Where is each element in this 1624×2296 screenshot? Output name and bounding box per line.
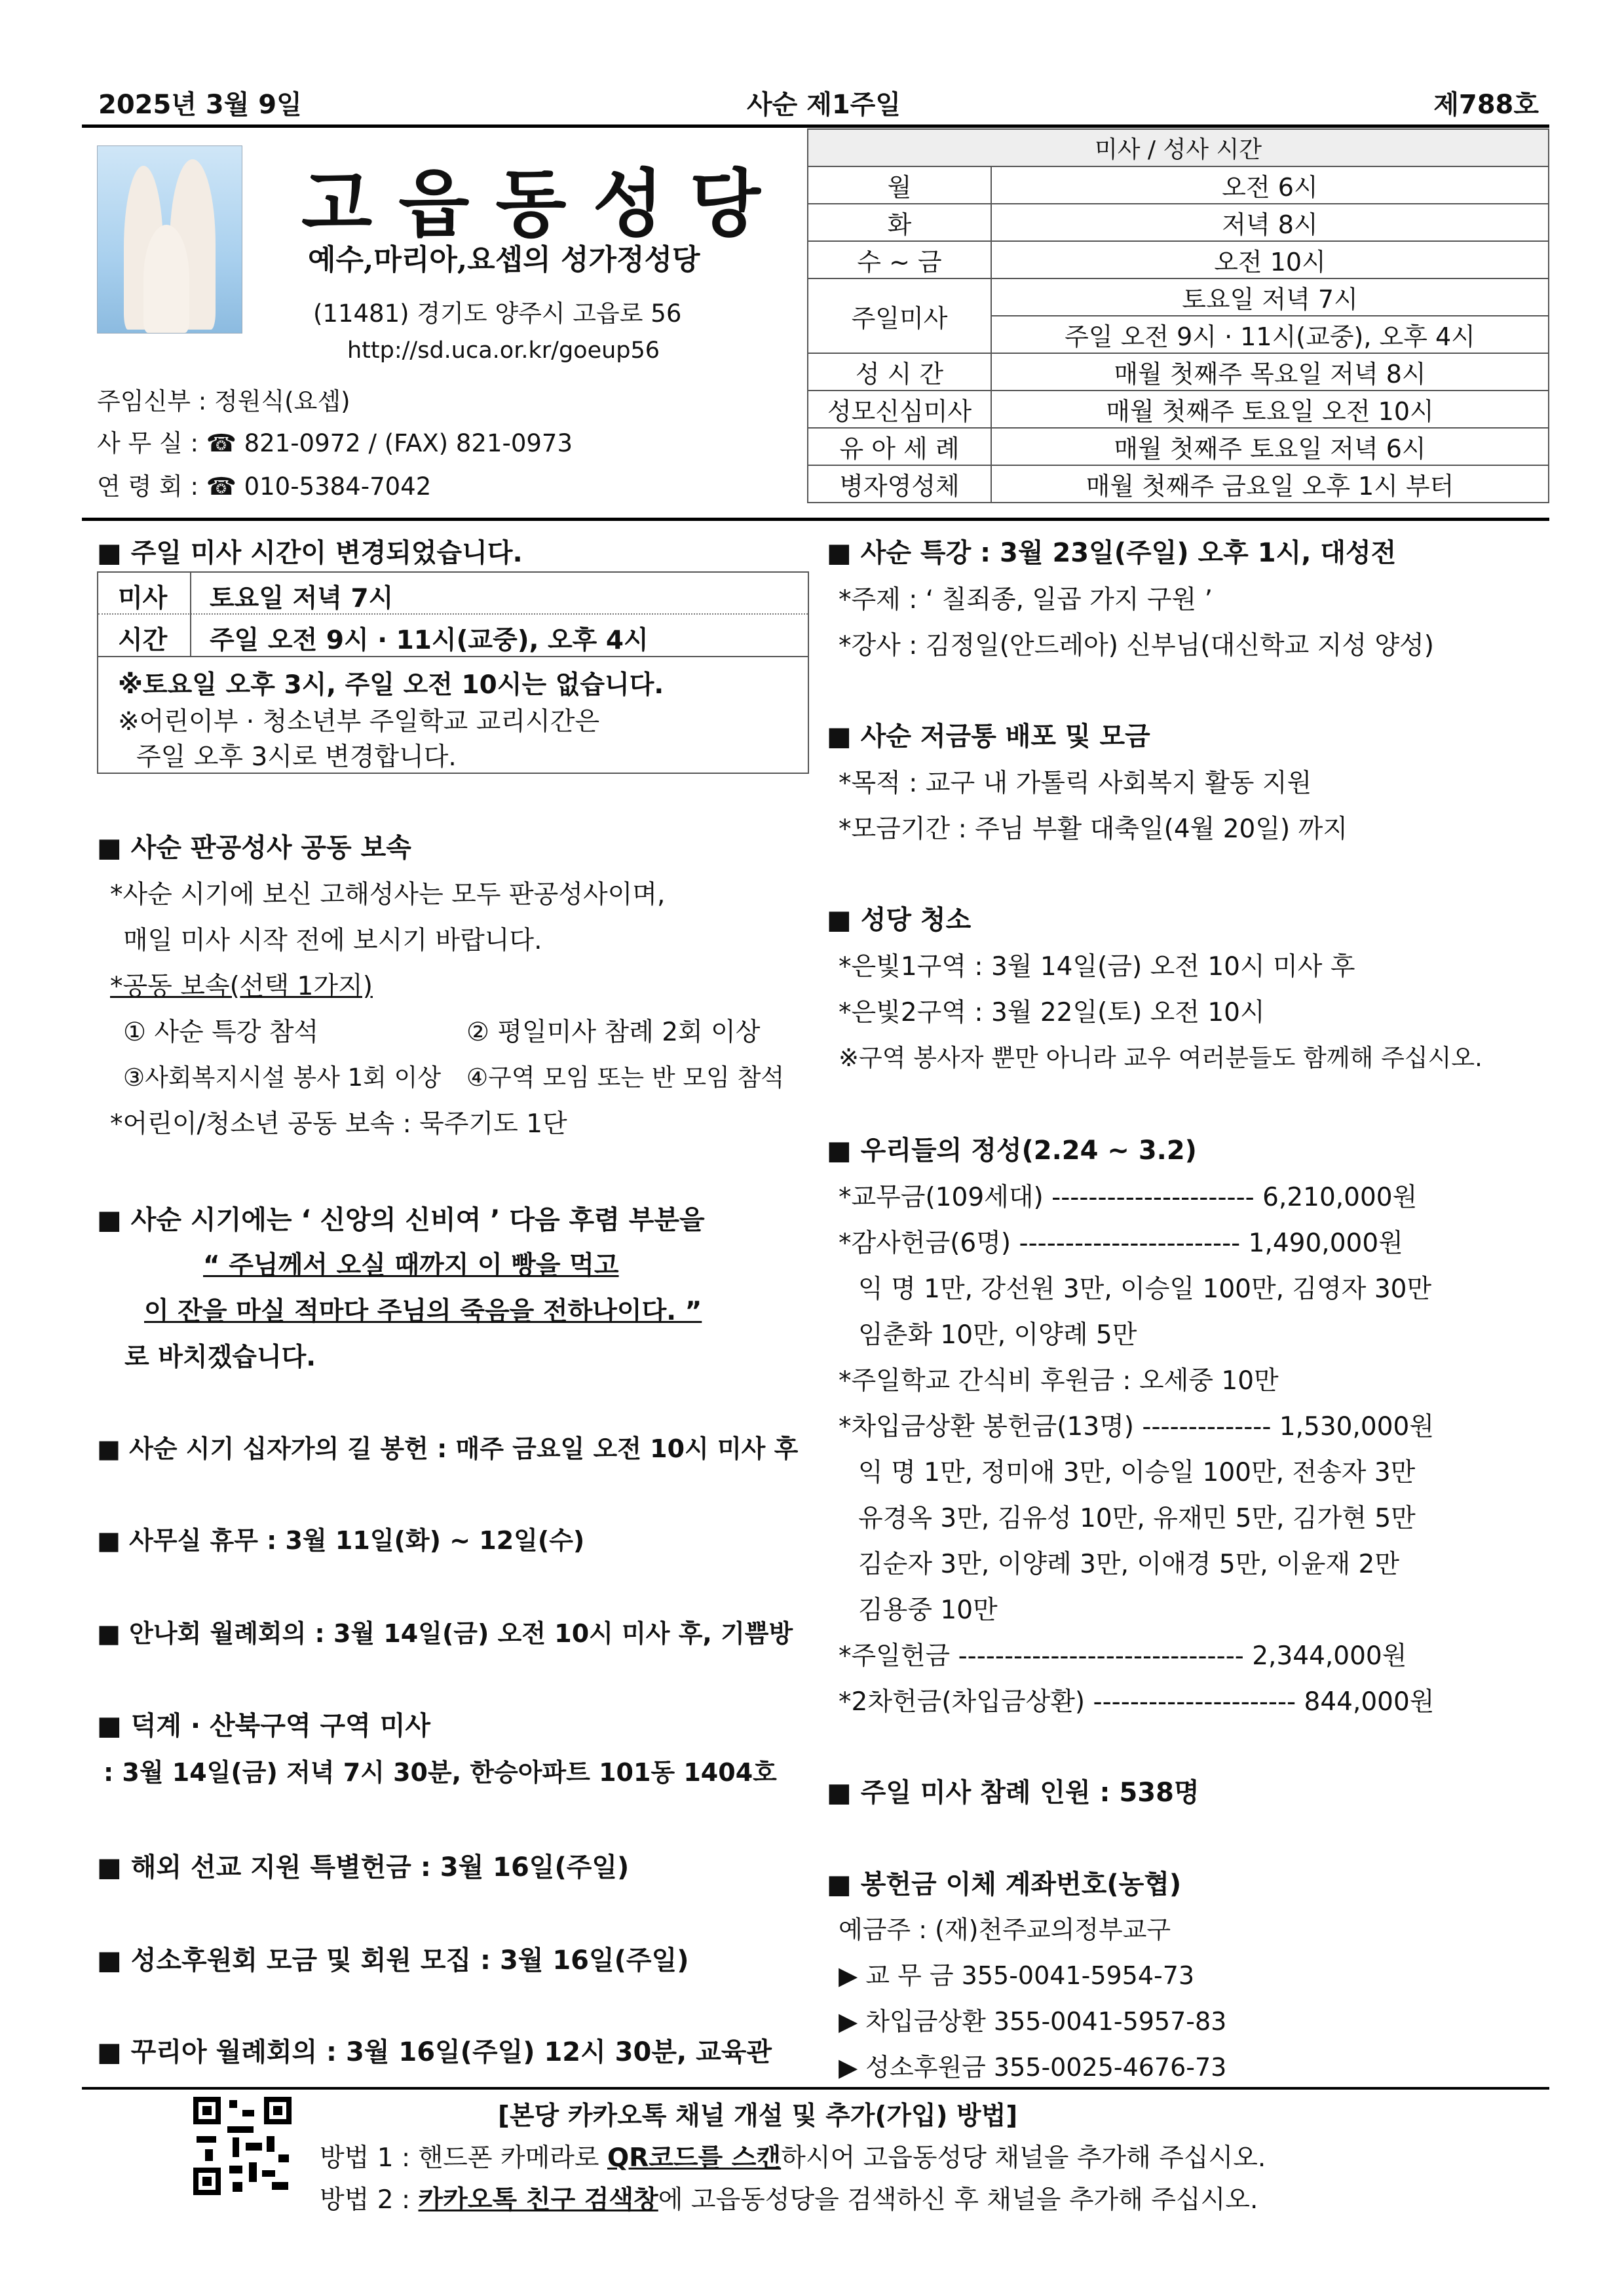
penance-option-1: ① 사순 특강 참석 <box>123 1018 319 1047</box>
row-label: 수 ~ 금 <box>808 241 991 278</box>
row-label: 화 <box>808 204 991 241</box>
penance-option-2: ② 평일미사 참례 2회 이상 <box>466 1018 761 1047</box>
box-note-1: ※토요일 오후 3시, 주일 오전 10시는 없습니다. <box>118 670 664 700</box>
church-cleaning-title: ■ 성당 청소 <box>827 905 972 935</box>
penance-line-4: *어린이/청소년 공동 보속 : 묵주기도 1단 <box>110 1109 567 1139</box>
offering-line: 김용중 10만 <box>858 1596 998 1625</box>
funeral-council-phone: 연 령 회 : ☎ 010-5384-7042 <box>97 472 432 501</box>
notice-penance-title: ■ 사순 판공성사 공동 보속 <box>97 833 411 863</box>
lenten-lecture-speaker: *강사 : 김정일(안드레아) 신부님(대신학교 지성 양성) <box>839 631 1434 660</box>
penance-option-4: ④구역 모임 또는 반 모임 참석 <box>466 1063 785 1092</box>
offering-line: 유경옥 3만, 김유성 10만, 유재민 5만, 김가현 5만 <box>858 1504 1416 1533</box>
row-value: 매월 첫째주 토요일 저녁 6시 <box>991 428 1549 465</box>
parish-url[interactable]: http://sd.uca.or.kr/goeup56 <box>347 337 660 364</box>
box-note-2: ※어린이부 · 청소년부 주일학교 교리시간은 <box>118 707 600 737</box>
notice-mission-offering: ■ 해외 선교 지원 특별헌금 : 3월 16일(주일) <box>97 1852 630 1883</box>
notice-office-closed: ■ 사무실 휴무 : 3월 11일(화) ~ 12일(수) <box>97 1526 585 1555</box>
table-row <box>808 166 1549 204</box>
notice-stations-of-cross: ■ 사순 시기 십자가의 길 봉헌 : 매주 금요일 오전 10시 미사 후 <box>97 1434 799 1463</box>
table-row <box>808 241 1549 278</box>
box-value-1: 토요일 저녁 7시 <box>210 584 394 613</box>
kakao-method-1 <box>320 2137 1266 2174</box>
offering-line: 임춘화 10만, 이양례 5만 <box>858 1320 1137 1350</box>
lenten-lecture-topic: *주제 : ‘ 칠죄종, 일곱 가지 구원 ’ <box>839 585 1213 615</box>
parish-address: (11481) 경기도 양주시 고읍로 56 <box>313 299 682 328</box>
cleaning-line-1: *은빛1구역 : 3월 14일(금) 오전 10시 미사 후 <box>839 952 1355 982</box>
offering-line: *주일헌금 ------------------------------- 2,344,000원 <box>839 1641 1407 1671</box>
account-holder: 예금주 : (재)천주교의정부교구 <box>839 1915 1171 1944</box>
row-value: 매월 첫째주 금요일 오후 1시 부터 <box>991 465 1549 503</box>
cleaning-line-3: ※구역 봉사자 뿐만 아니라 교우 여러분들도 함께해 주십시오. <box>839 1044 1482 1072</box>
piggybank-purpose: *목적 : 교구 내 가톨릭 사회복지 활동 지원 <box>839 769 1312 798</box>
box-label-2: 시간 <box>118 626 168 655</box>
penance-option-3: ③사회복지시설 봉사 1회 이상 <box>123 1063 442 1092</box>
acclamation-line-2: 이 잔을 마실 적마다 주님의 죽음을 전하나이다. ” <box>144 1297 702 1326</box>
row-value: 매월 첫째주 목요일 저녁 8시 <box>991 353 1549 391</box>
method-1-suffix: 하시어 고읍동성당 채널을 추가해 주십시오. <box>781 2143 1266 2173</box>
lenten-piggybank-title: ■ 사순 저금통 배포 및 모금 <box>827 721 1150 752</box>
acclamation-line-3: 로 바치겠습니다. <box>124 1343 316 1372</box>
table-row <box>808 278 1549 316</box>
penance-line-3: *공동 보속(선택 1가지) <box>110 972 373 1001</box>
row-value: 오전 10시 <box>991 241 1549 278</box>
offering-line: 익 명 1만, 강선원 3만, 이승일 100만, 김영자 30만 <box>858 1274 1432 1304</box>
table-row <box>808 353 1549 391</box>
notice-anna-meeting: ■ 안나회 월례회의 : 3월 14일(금) 오전 10시 미사 후, 기쁨방 <box>97 1619 793 1648</box>
mass-schedule-table <box>807 128 1549 503</box>
cleaning-line-2: *은빛2구역 : 3월 22일(토) 오전 10시 <box>839 998 1265 1027</box>
parish-subtitle: 예수,마리아,요셉의 성가정성당 <box>308 243 700 277</box>
piggybank-period: *모금기간 : 주님 부활 대축일(4월 20일) 까지 <box>839 814 1348 844</box>
table-row <box>808 465 1549 503</box>
row-value: 토요일 저녁 7시 <box>991 278 1549 316</box>
offering-line: 김순자 3만, 이양례 3만, 이애경 5만, 이윤재 2만 <box>858 1550 1400 1579</box>
issue-number: 제788호 <box>1433 90 1539 120</box>
account-line: ▶ 차입금상환 355-0041-5957-83 <box>839 2007 1227 2036</box>
row-value: 저녁 8시 <box>991 204 1549 241</box>
mass-attendance: ■ 주일 미사 참례 인원 : 538명 <box>827 1778 1199 1808</box>
offering-line: *감사헌금(6명) ------------------------ 1,490,000원 <box>839 1229 1403 1258</box>
row-label: 성 시 간 <box>808 353 991 391</box>
notice-acclamation-title: ■ 사순 시기에는 ‘ 신앙의 신비여 ’ 다음 후렴 부분을 <box>97 1205 705 1235</box>
row-label: 주일미사 <box>808 278 991 353</box>
kakao-method-2 <box>320 2179 1258 2216</box>
row-label: 월 <box>808 166 991 204</box>
offerings-title: ■ 우리들의 정성(2.24 ~ 3.2) <box>827 1136 1197 1166</box>
lenten-lecture-title: ■ 사순 특강 : 3월 23일(주일) 오후 1시, 대성전 <box>827 538 1397 568</box>
method-2-prefix: 방법 2 : <box>320 2185 419 2215</box>
row-label: 성모신심미사 <box>808 391 991 428</box>
box-value-2: 주일 오전 9시 · 11시(교중), 오후 4시 <box>210 626 649 655</box>
account-line: ▶ 성소후원금 355-0025-4676-73 <box>839 2053 1227 2082</box>
method-2-highlight: 카카오톡 친구 검색창 <box>418 2185 658 2215</box>
office-phone: 사 무 실 : ☎ 821-0972 / (FAX) 821-0973 <box>97 429 573 457</box>
header-rule <box>82 124 1549 128</box>
penance-line-1: *사순 시기에 보신 고해성사는 모두 판공성사이며, <box>110 880 666 909</box>
row-label: 병자영성체 <box>808 465 991 503</box>
box-note-3: 주일 오후 3시로 변경합니다. <box>136 742 457 772</box>
acclamation-line-1: “ 주님께서 오실 때까지 이 빵을 먹고 <box>203 1251 619 1280</box>
table-row <box>808 428 1549 465</box>
penance-line-2: 매일 미사 시작 전에 보시기 바랍니다. <box>123 926 542 955</box>
offering-line: *차입금상환 봉헌금(13명) -------------- 1,530,000원 <box>839 1412 1434 1442</box>
method-2-suffix: 에 고읍동성당을 검색하신 후 채널을 추가해 주십시오. <box>658 2185 1258 2215</box>
mass-table-title: 미사 / 성사 시간 <box>808 129 1549 166</box>
notice-curia-meeting: ■ 꾸리아 월례회의 : 3월 16일(주일) 12시 30분, 교육관 <box>97 2037 772 2067</box>
method-1-highlight: QR코드를 스캔 <box>607 2143 782 2173</box>
district-mass-detail: : 3월 14일(금) 저녁 7시 30분, 한승아파트 101동 1404호 <box>104 1758 777 1787</box>
liturgical-week: 사순 제1주일 <box>747 90 901 120</box>
offering-line: *주일학교 간식비 후원금 : 오세중 10만 <box>839 1366 1279 1396</box>
row-value: 주일 오전 9시 · 11시(교중), 오후 4시 <box>991 316 1549 353</box>
offering-line: 익 명 1만, 정미애 3만, 이승일 100만, 전송자 3만 <box>858 1458 1416 1487</box>
offering-line: *2차헌금(차입금상환) ---------------------- 844,000원 <box>839 1687 1435 1717</box>
bank-account-title: ■ 봉헌금 이체 계좌번호(농협) <box>827 1869 1182 1900</box>
parish-name: 고읍동성당 <box>301 161 787 247</box>
offering-line: *교무금(109세대) ---------------------- 6,210,000원 <box>839 1183 1418 1212</box>
kakao-channel-title: [본당 카카오톡 채널 개설 및 추가(가입) 방법] <box>498 2101 1018 2131</box>
mass-change-box <box>97 571 809 774</box>
method-1-prefix: 방법 1 : 핸드폰 카메라로 <box>320 2143 608 2173</box>
holy-family-statue-image <box>97 145 242 334</box>
row-label: 유 아 세 례 <box>808 428 991 465</box>
table-row <box>808 391 1549 428</box>
row-value: 매월 첫째주 토요일 오전 10시 <box>991 391 1549 428</box>
notice-district-mass-title: ■ 덕계 · 산북구역 구역 미사 <box>97 1711 431 1741</box>
row-value: 오전 6시 <box>991 166 1549 204</box>
table-row <box>808 204 1549 241</box>
notice-vocation-support: ■ 성소후원회 모금 및 회원 모집 : 3월 16일(주일) <box>97 1945 689 1976</box>
footer-rule <box>82 2087 1549 2090</box>
pastor-info: 주임신부 : 정원식(요셉) <box>97 387 350 415</box>
box-label-1: 미사 <box>118 584 168 613</box>
qr-code-icon[interactable] <box>193 2097 292 2195</box>
account-line: ▶ 교 무 금 355-0041-5954-73 <box>839 1961 1195 1990</box>
section-rule <box>82 518 1549 521</box>
bulletin-date: 2025년 3월 9일 <box>98 90 302 120</box>
notice-mass-change-title: ■ 주일 미사 시간이 변경되었습니다. <box>97 538 523 568</box>
